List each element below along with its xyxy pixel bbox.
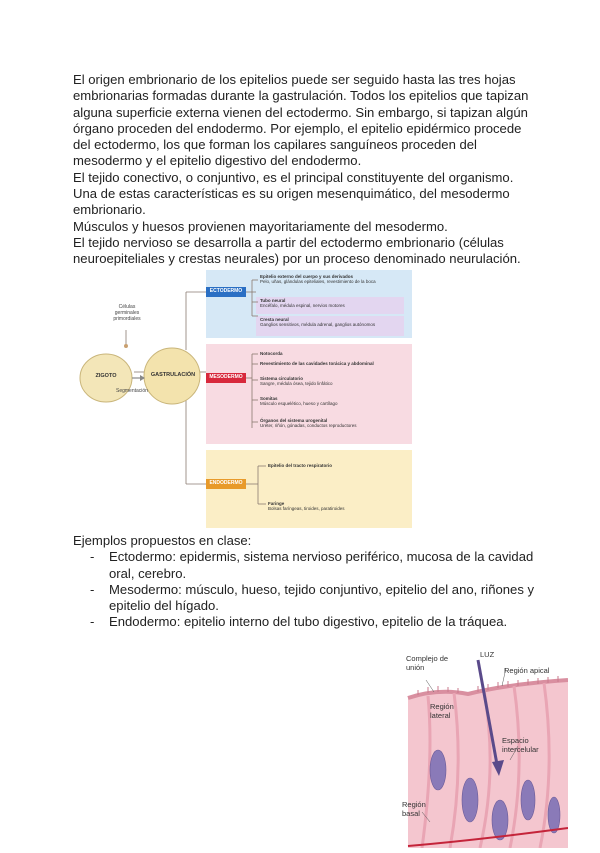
segmentacion-label: Segmentación [116,388,148,394]
examples-list [73,549,543,630]
meso-item-1: Notocorda [260,351,283,356]
examples-section [73,533,543,631]
meso-item-2: Revestimiento de las cavidades torácica y abdominal [260,361,374,366]
example-endodermo: - Endodermo: epitelio interno del tubo digestivo, epitelio de la tráquea. [73,614,543,630]
endo-item-1: Epitelio del tracto respiratorio [268,463,333,468]
espacio-label: Espacio intercelular [502,736,539,754]
region-basal-label: Región basal [402,800,426,818]
region-apical-label: Región apical [504,666,550,675]
endo-item-2: Faringe Bolsas faríngeas, tiroides, paratiroides [268,501,345,512]
paragraph-conectivo: El tejido conectivo, o conjuntivo, es el principal constituyente del organismo. Una de estas características es su origen mesenquimático, del mesodermo embrionario. [73,169,514,218]
paragraph-musculos: Músculos y huesos provienen mayoritariamente del mesodermo. [73,218,448,234]
examples-intro: Ejemplos propuestos en clase: [73,533,252,548]
ecto-item-3: Cresta neural Ganglios sensitivos, médula adrenal, ganglios autónomos [260,317,376,328]
celulas-germinales-label: Células germinales primordiales [113,304,141,322]
ecto-item-1: Epitelio externo del cuerpo y sus derivados Pelo, uñas, glándulas epiteliales, revestimiento de la boca [260,274,376,285]
meso-item-4: Somitas Músculo esquelético, hueso y cartílago [260,396,338,407]
endodermo-label: ENDODERMO [209,480,243,486]
intro-text-block [73,72,533,268]
luz-label: LUZ [480,650,495,659]
epithelium-illustration [398,650,568,848]
mesodermo-panel [206,344,412,444]
zigoto-label: ZIGOTO [95,373,117,379]
example-mesodermo: - Mesodermo: músculo, hueso, tejido conjuntivo, epitelio del ano, riñones y epitelio del hígado. [73,582,543,615]
ecto-item-2: Tubo neural Encéfalo, médula espinal, nervios motores [260,298,345,309]
ectodermo-label: ECTODERMO [209,288,243,294]
paragraph-nervioso: El tejido nervioso se desarrolla a partir del ectodermo embrionario (células neuroepiteliales y crestas neurales) por un proceso denominado neurulación. [73,234,521,267]
region-lateral-label: Región lateral [430,702,454,720]
meso-item-5: Órganos del sistema urogenital Uréter, riñón, gónadas, conductos reproductores [260,418,357,429]
germ-layer-diagram [74,270,414,528]
meso-item-3: Sistema circulatorio Sangre, médula ósea, tejido linfático [260,376,333,387]
paragraph-origen: El origen embrionario de los epitelios puede ser seguido hasta las tres hojas embrionarias formadas durante la gastrulación. Todos los epitelios que tapizan alguna superficie externa vienen del ectodermo. Sin embargo, si tapizan algún órgano proceden del endodermo. Por ejemplo, el epitelio epidérmico procede del ectodermo, los que forman los capilares sanguíneos proceden del mesodermo y el epitelio digestivo del endodermo. [73,72,529,169]
example-ectodermo: - Ectodermo: epidermis, sistema nervioso periférico, mucosa de la cavidad oral, cerebro. [73,549,543,582]
gastrulacion-label: GASTRULACIÓN [150,372,196,378]
mesodermo-label: MESODERMO [209,374,243,380]
complejo-label: Complejo de unión [406,654,449,672]
